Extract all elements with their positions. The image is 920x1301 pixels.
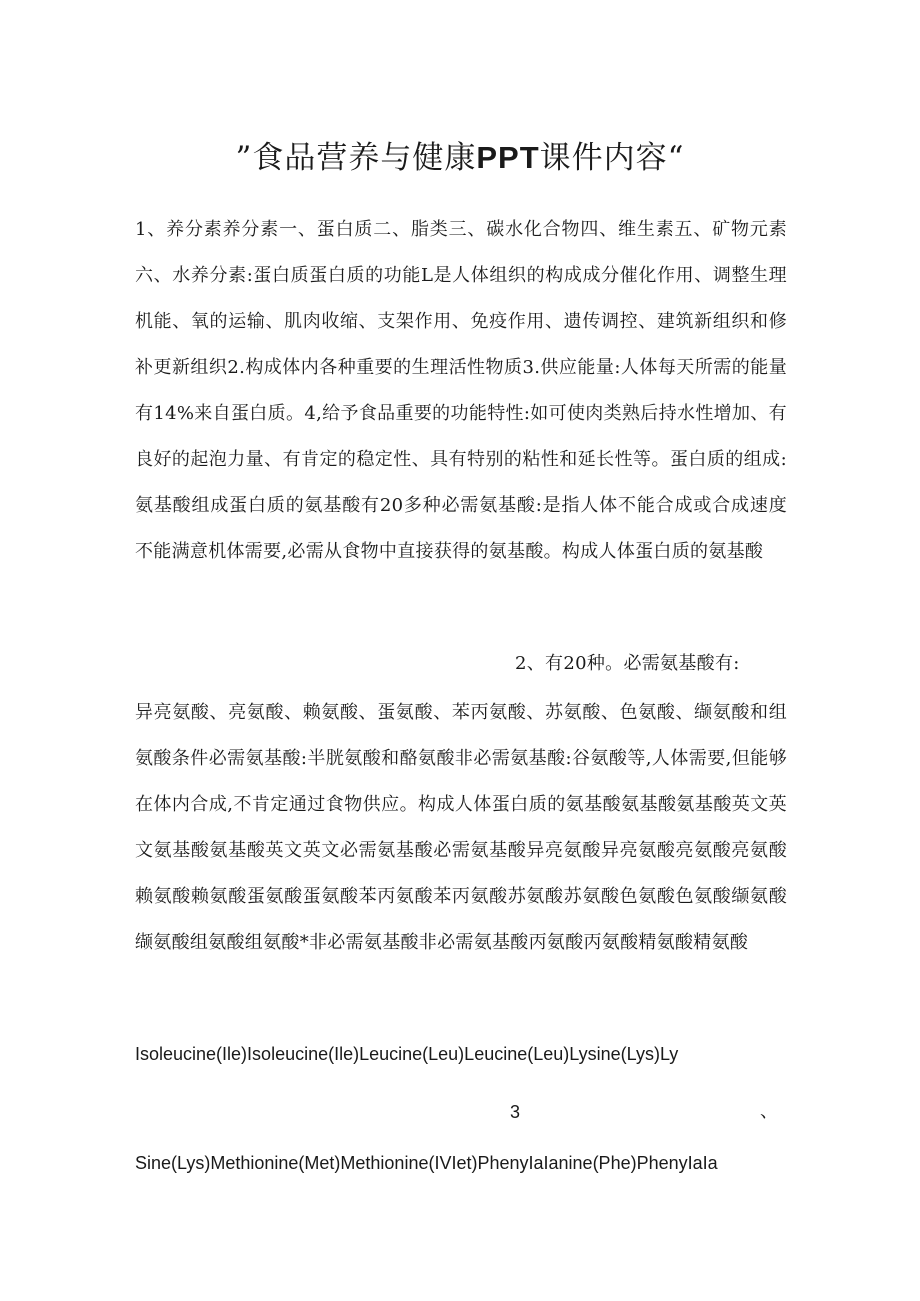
paragraph-amino-acids: 异亮氨酸、亮氨酸、赖氨酸、蛋氨酸、苯丙氨酸、苏氨酸、色氨酸、缬氨酸和组氨酸条件必需氨基酸:半胱氨酸和酪氨酸非必需氨基酸:谷氨酸等,人体需要,但能够在体内合成,不肯定通过食物供应。构成人体蛋白质的氨基酸氨基酸氨基酸英文英文氨基酸氨基酸英文英文必需氨基酸必需氨基酸异亮氨酸异亮氨酸亮氨酸亮氨酸赖氨酸赖氨酸蛋氨酸蛋氨酸苯丙氨酸苯丙氨酸苏氨酸苏氨酸色氨酸色氨酸缬氨酸缬氨酸组氨酸组氨酸*非必需氨基酸非必需氨基酸丙氨酸丙氨酸精氨酸精氨酸: [135, 702, 787, 953]
paragraph-essential-heading: 2、有20种。必需氨基酸有:: [515, 653, 740, 674]
separator-mark: 、: [760, 1101, 778, 1122]
page-number: 3: [510, 1102, 521, 1122]
amino-acid-english-line-2: Sine(Lys)Methionine(Met)Methionine(IVIet)PhenyIaIanine(Phe)PhenyIaIa: [135, 1153, 718, 1173]
amino-acid-english-line-1: Isoleucine(Ile)Isoleucine(Ile)Leucine(Leu)Leucine(Leu)Lysine(Lys)Ly: [135, 1044, 679, 1064]
document-title: [0, 138, 920, 178]
title-suffix: 课件内容“: [539, 140, 685, 176]
paragraph-nutrients: 1、养分素养分素一、蛋白质二、脂类三、碳水化合物四、维生素五、矿物元素六、水养分素:蛋白质蛋白质的功能L是人体组织的构成成分催化作用、调整生理机能、氧的运输、肌肉收缩、支架作用、免疫作用、遗传调控、建筑新组织和修补更新组织2.构成体内各种重要的生理活性物质3.供应能量:人体每天所需的能量有14%来自蛋白质。4,给予食品重要的功能特性:如可使肉类熟后持水性增加、有良好的起泡力量、有肯定的稳定性、具有特别的粘性和延长性等。蛋白质的组成:氨基酸组成蛋白质的氨基酸有20多种必需氨基酸:是指人体不能合成或合成速度不能满意机体需要,必需从食物中直接获得的氨基酸。构成人体蛋白质的氨基酸: [135, 219, 787, 562]
title-prefix: ”食品营养与健康: [235, 140, 477, 176]
title-ppt: PPT: [476, 140, 540, 175]
